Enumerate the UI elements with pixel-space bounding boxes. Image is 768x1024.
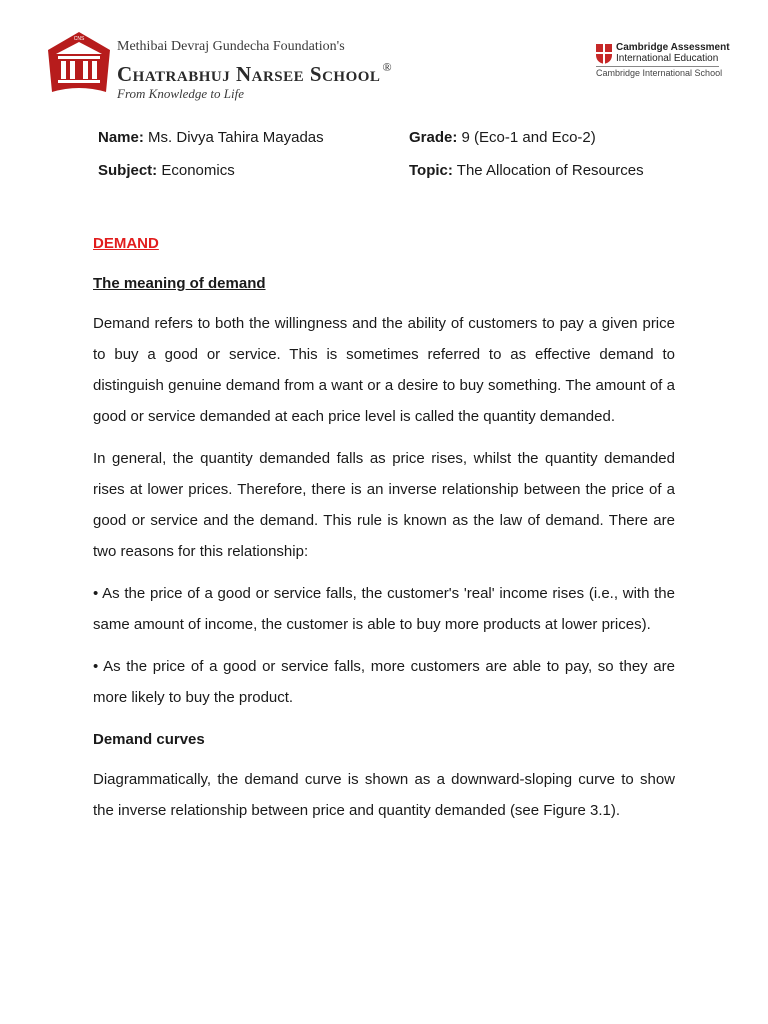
foundation-name: Methibai Devraj Gundecha Foundation's [117, 39, 345, 54]
cambridge-text: Cambridge Assessment International Education [616, 42, 730, 64]
paragraph-law-of-demand: In general, the quantity demanded falls as price rises, whilst the quantity demanded rises at lower prices. Therefore, there is an inverse relationship between the price of a good or service and the demand. This rule is known as the law of demand. There are two reasons for this relationship: [93, 450, 675, 560]
school-logo [46, 30, 112, 96]
subject-field: Subject: Economics [98, 162, 235, 179]
section-title: DEMAND [93, 235, 159, 252]
subtitle-meaning-of-demand: The meaning of demand [93, 275, 266, 292]
topic-field: Topic: The Allocation of Resources [409, 162, 644, 179]
name-field: Name: Ms. Divya Tahira Mayadas [98, 129, 324, 146]
paragraph-definition: Demand refers to both the willingness and the ability of customers to pay a given price to buy a good or service. This is sometimes referred to as effective demand to distinguish genuine demand from a want or a desire to buy something. The amount of a good or service demanded at each price level is called the quantity demanded. [93, 315, 675, 425]
school-title-block [117, 39, 392, 101]
cambridge-school-label: Cambridge International School [596, 68, 723, 78]
page-header [0, 0, 768, 100]
school-tagline: From Knowledge to Life [117, 86, 244, 101]
subheading-demand-curves: Demand curves [93, 731, 205, 748]
cambridge-shield-icon [595, 43, 613, 65]
bullet-more-customers: • As the price of a good or service falls, more customers are able to pay, so they are more likely to buy the product. [93, 658, 675, 706]
registered-mark: ® [382, 60, 393, 74]
logo-caption: CNS [73, 36, 85, 42]
school-name: Chatrabhuj Narsee School ® [117, 60, 393, 86]
bullet-real-income: • As the price of a good or service falls, the customer's 'real' income rises (i.e., with the same amount of income, the customer is able to buy more products at lower prices). [93, 585, 675, 633]
document-body [93, 228, 675, 837]
paragraph-demand-curve: Diagrammatically, the demand curve is shown as a downward-sloping curve to show the inverse relationship between price and quantity demanded (see Figure 3.1). [93, 771, 675, 819]
grade-field: Grade: 9 (Eco-1 and Eco-2) [409, 129, 596, 146]
